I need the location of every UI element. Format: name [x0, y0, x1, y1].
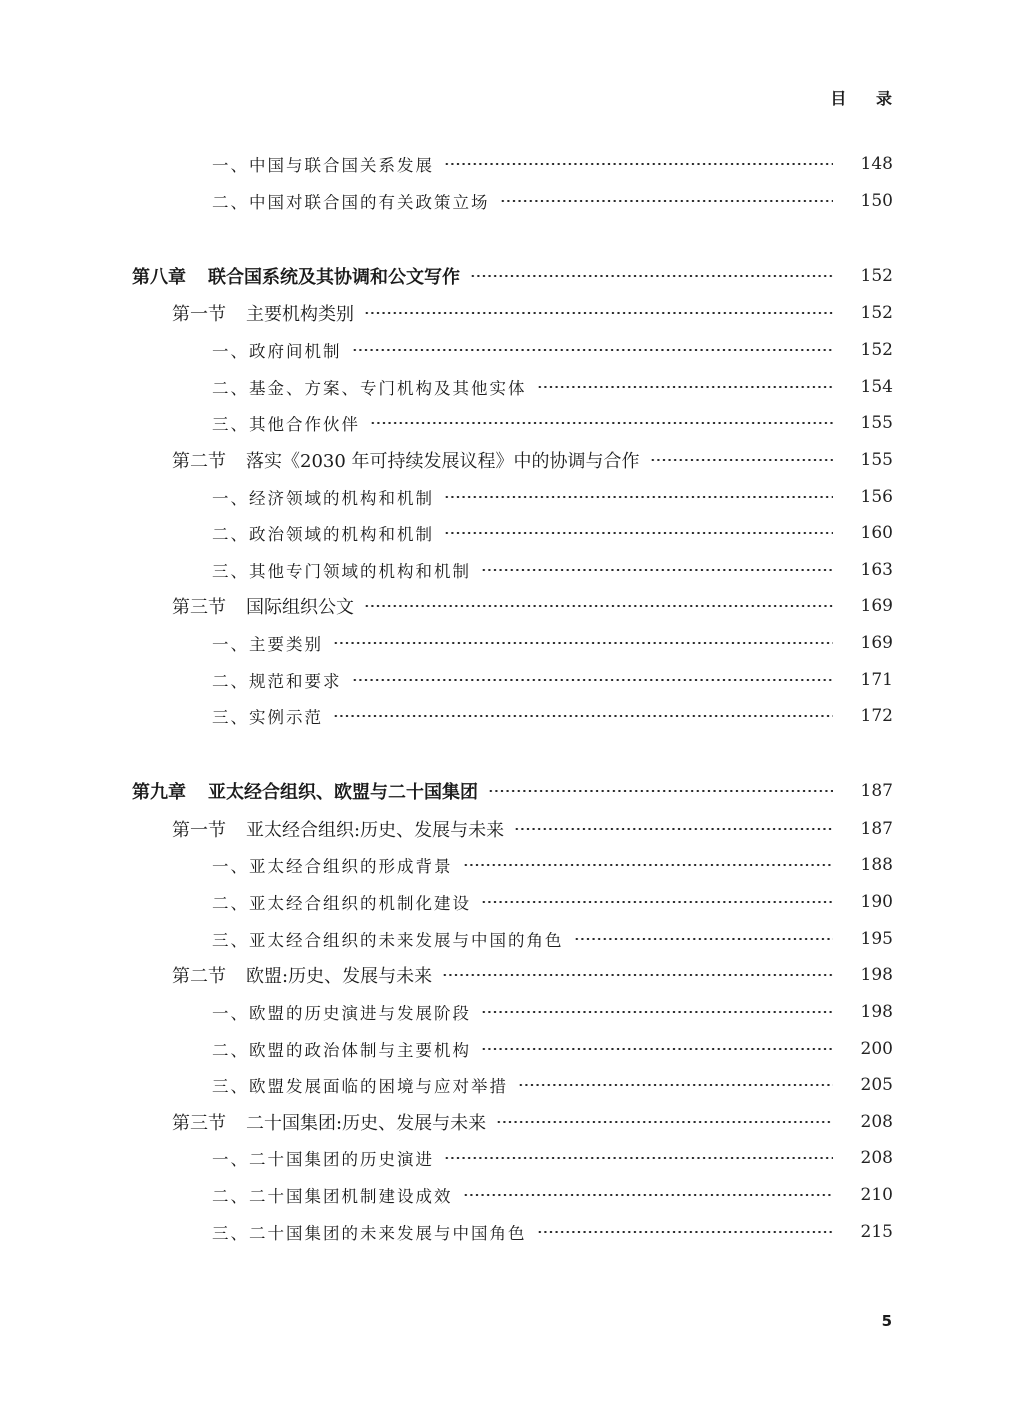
dot-leader [364, 605, 833, 607]
toc-entry-title [172, 447, 648, 473]
dot-leader [488, 790, 833, 792]
toc-entry-page: 187 [860, 781, 893, 801]
dot-leader [514, 828, 833, 830]
toc-entry-page: 156 [860, 487, 893, 507]
toc-entry-title [212, 1220, 535, 1244]
page-number: 5 [881, 1312, 892, 1330]
toc-entry-page: 160 [860, 523, 893, 543]
toc-entry-title [212, 1037, 479, 1061]
toc-entry-page: 215 [860, 1222, 893, 1242]
dot-leader [463, 864, 834, 866]
toc-entry-text: 三、其他专门领域的机构和机制 [212, 562, 471, 581]
toc-entry-page: 152 [860, 266, 893, 286]
toc-entry-page: 195 [860, 929, 893, 949]
dot-leader [333, 715, 833, 717]
toc-section-row [172, 446, 893, 474]
toc-entry-title [132, 263, 468, 289]
toc-entry-page: 208 [860, 1112, 893, 1132]
toc-item-row [212, 150, 893, 178]
toc-entry-number: 第一节 [172, 304, 226, 325]
toc-entry-page: 154 [860, 377, 893, 397]
toc-entry-page: 172 [860, 706, 893, 726]
toc-entry-text: 一、亚太经合组织的形成背景 [212, 857, 453, 876]
toc-item-row [212, 1218, 893, 1246]
toc-section-row [172, 961, 893, 989]
dot-leader [481, 569, 833, 571]
toc-entry-number: 第三节 [172, 1113, 226, 1134]
toc-entry-text: 欧盟:历史、发展与未来 [246, 966, 433, 987]
toc-entry-text: 三、亚太经合组织的未来发展与中国的角色 [212, 931, 564, 950]
toc-entry-title [212, 1146, 442, 1170]
toc-entry-text: 三、其他合作伙伴 [212, 415, 360, 434]
toc-item-row [212, 629, 893, 657]
toc-section-row [172, 299, 893, 327]
toc-item-row [212, 483, 893, 511]
dot-leader [537, 386, 834, 388]
toc-entry-text: 二十国集团:历史、发展与未来 [246, 1113, 487, 1134]
toc-item-row [212, 409, 893, 437]
toc-entry-text: 一、经济领域的机构和机制 [212, 489, 434, 508]
toc-item-row [212, 1035, 893, 1063]
toc-entry-title [212, 853, 461, 877]
toc-entry-page: 155 [860, 450, 893, 470]
toc-entry-title [172, 1109, 494, 1135]
toc-entry-page: 150 [860, 191, 893, 211]
toc-entry-title [172, 300, 362, 326]
toc-entry-title [212, 704, 331, 728]
toc-item-row [212, 851, 893, 879]
toc-entry-text: 二、二十国集团机制建设成效 [212, 1187, 453, 1206]
toc-entry-text: 三、欧盟发展面临的困境与应对举措 [212, 1077, 508, 1096]
dot-leader [444, 532, 833, 534]
toc-item-row [212, 1071, 893, 1099]
dot-leader [470, 275, 833, 277]
toc-item-row [212, 556, 893, 584]
toc-entry-title [212, 890, 479, 914]
toc-entry-title [212, 631, 331, 655]
toc-item-row [212, 1181, 893, 1209]
toc-entry-page: 148 [860, 154, 893, 174]
dot-leader [442, 974, 833, 976]
toc-item-row [212, 187, 893, 215]
toc-entry-page: 152 [860, 340, 893, 360]
toc-chapter-row [132, 262, 893, 290]
dot-leader [481, 1048, 833, 1050]
dot-leader [333, 642, 833, 644]
toc-entry-title [212, 558, 479, 582]
toc-entry-text: 一、二十国集团的历史演进 [212, 1150, 434, 1169]
dot-leader [481, 901, 833, 903]
dot-leader [370, 422, 833, 424]
toc-entry-text: 二、亚太经合组织的机制化建设 [212, 894, 471, 913]
dot-leader [496, 1121, 833, 1123]
toc-section-row [172, 815, 893, 843]
toc-entry-page: 163 [860, 560, 893, 580]
toc-item-row [212, 925, 893, 953]
toc-entry-title [212, 338, 350, 362]
toc-entry-text: 二、基金、方案、专门机构及其他实体 [212, 379, 527, 398]
toc-item-row [212, 998, 893, 1026]
toc-entry-title [212, 521, 442, 545]
toc-item-row [212, 336, 893, 364]
dot-leader [352, 679, 834, 681]
running-header: 目 录 [830, 89, 904, 108]
toc-entry-page: 155 [860, 413, 893, 433]
toc-entry-page: 188 [860, 855, 893, 875]
toc-entry-text: 三、实例示范 [212, 708, 323, 727]
toc-section-row [172, 592, 893, 620]
toc-entry-title [212, 485, 442, 509]
toc-entry-text: 二、欧盟的政治体制与主要机构 [212, 1041, 471, 1060]
toc-entry-title [212, 927, 572, 951]
toc-entry-text: 主要机构类别 [246, 304, 354, 325]
dot-leader [537, 1231, 834, 1233]
toc-entry-title [212, 668, 350, 692]
dot-leader [518, 1084, 833, 1086]
toc-entry-title [212, 1000, 479, 1024]
toc-item-row [212, 373, 893, 401]
toc-entry-text: 国际组织公文 [246, 597, 354, 618]
toc-entry-title [212, 411, 368, 435]
toc-entry-title [212, 152, 442, 176]
toc-entry-page: 187 [860, 819, 893, 839]
toc-section-row [172, 1108, 893, 1136]
toc-entry-text: 三、二十国集团的未来发展与中国角色 [212, 1224, 527, 1243]
toc-entry-page: 169 [860, 633, 893, 653]
toc-entry-text: 亚太经合组织、欧盟与二十国集团 [208, 782, 478, 803]
toc-item-row [212, 702, 893, 730]
toc-item-row [212, 519, 893, 547]
toc-entry-number: 第二节 [172, 966, 226, 987]
toc-entry-page: 198 [860, 1002, 893, 1022]
toc-entry-page: 210 [860, 1185, 893, 1205]
dot-leader [364, 312, 833, 314]
toc-entry-text: 落实《2030 年可持续发展议程》中的协调与合作 [246, 451, 640, 472]
toc-entry-number: 第九章 [132, 782, 186, 803]
toc-entry-page: 171 [860, 670, 893, 690]
toc-item-row [212, 1144, 893, 1172]
toc-entry-page: 152 [860, 303, 893, 323]
toc-entry-page: 190 [860, 892, 893, 912]
toc-entry-page: 169 [860, 596, 893, 616]
toc-entry-page: 200 [860, 1039, 893, 1059]
toc-entry-number: 第八章 [132, 267, 186, 288]
toc-entry-number: 第一节 [172, 820, 226, 841]
dot-leader [650, 459, 833, 461]
toc-entry-text: 联合国系统及其协调和公文写作 [208, 267, 460, 288]
toc-entry-text: 一、中国与联合国关系发展 [212, 156, 434, 175]
dot-leader [352, 349, 834, 351]
toc-entry-title [132, 778, 486, 804]
toc-entry-title [212, 1073, 516, 1097]
toc-entry-page: 205 [860, 1075, 893, 1095]
toc-entry-number: 第二节 [172, 451, 226, 472]
dot-leader [444, 496, 833, 498]
toc-entry-title [172, 816, 512, 842]
toc-entry-number: 第三节 [172, 597, 226, 618]
dot-leader [574, 938, 834, 940]
toc-entry-text: 二、规范和要求 [212, 672, 342, 691]
dot-leader [444, 163, 833, 165]
toc-item-row [212, 888, 893, 916]
toc-entry-page: 198 [860, 965, 893, 985]
toc-entry-text: 一、政府间机制 [212, 342, 342, 361]
dot-leader [500, 200, 834, 202]
toc-entry-text: 二、中国对联合国的有关政策立场 [212, 193, 490, 212]
toc-entry-text: 一、欧盟的历史演进与发展阶段 [212, 1004, 471, 1023]
dot-leader [444, 1157, 833, 1159]
toc-item-row [212, 666, 893, 694]
toc-entry-title [172, 962, 440, 988]
toc-entry-title [212, 189, 498, 213]
toc-entry-title [172, 593, 362, 619]
toc-entry-title [212, 375, 535, 399]
toc-entry-text: 二、政治领域的机构和机制 [212, 525, 434, 544]
toc-entry-title [212, 1183, 461, 1207]
toc-entry-page: 208 [860, 1148, 893, 1168]
dot-leader [481, 1011, 833, 1013]
toc-entry-text: 一、主要类别 [212, 635, 323, 654]
toc-entry-text: 亚太经合组织:历史、发展与未来 [246, 820, 505, 841]
dot-leader [463, 1194, 834, 1196]
toc-chapter-row [132, 777, 893, 805]
